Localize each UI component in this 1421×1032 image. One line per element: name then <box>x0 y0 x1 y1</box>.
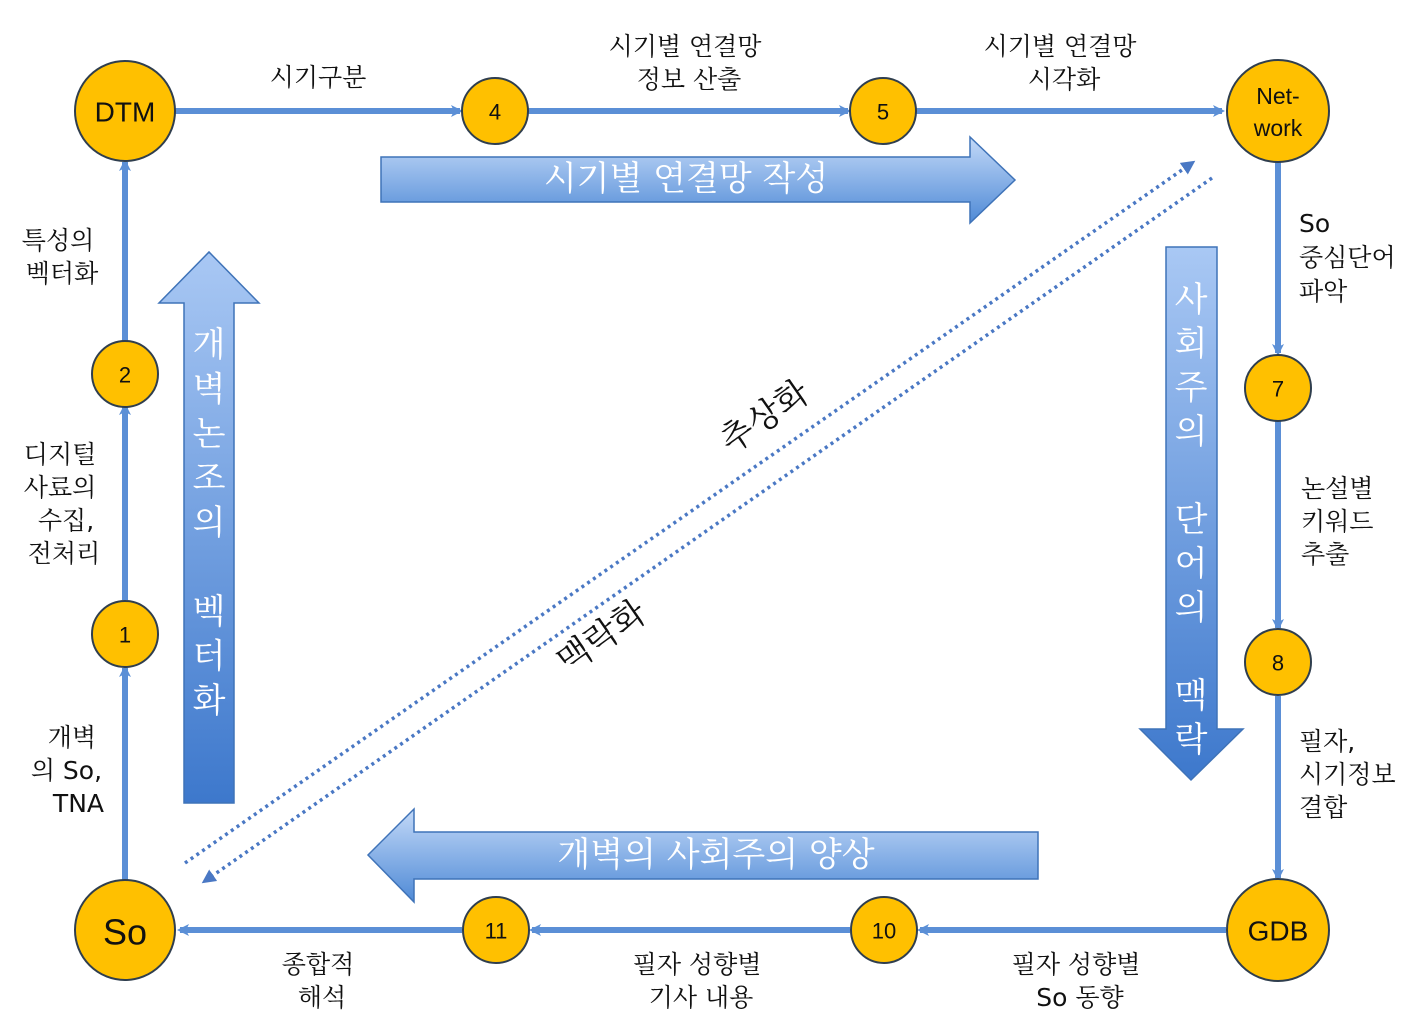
big-arrow-top <box>381 137 1015 223</box>
node-gdb-label: GDB <box>1247 915 1309 947</box>
big-arrow-left-char: 의 <box>192 503 226 543</box>
node-dtm <box>75 61 175 161</box>
big-arrow-left-up <box>159 252 259 803</box>
big-arrow-top-label: 시기별 연결망 작성 <box>543 159 829 199</box>
step-4-label: 4 <box>488 99 502 125</box>
step-8-label: 8 <box>1271 650 1285 676</box>
node-gdb <box>1227 879 1329 981</box>
big-arrow-right-char: 의 <box>1174 588 1208 628</box>
node-network <box>1227 60 1329 162</box>
big-arrow-right-down <box>1140 247 1243 780</box>
label-bottom-right: 필자 성향별 So 동향 <box>1011 950 1141 1012</box>
step-11 <box>463 897 529 963</box>
step-2-label: 2 <box>118 362 132 388</box>
diagonal-arrows <box>185 163 1212 881</box>
diagonal-label-upper: 추상화 <box>712 372 817 462</box>
big-arrow-bottom-label: 개벽의 사회주의 양상 <box>557 835 875 875</box>
big-arrow-left-char: 화 <box>192 681 226 721</box>
diagonal-arrow-up <box>185 163 1192 863</box>
connectors <box>125 111 1278 930</box>
step-1-label: 1 <box>118 622 132 648</box>
node-so <box>75 880 175 980</box>
big-arrow-right-label <box>1175 280 1208 760</box>
big-arrow-left-char: 벽 <box>192 369 226 410</box>
label-left-bottom: 개벽 의 So, TNA <box>30 723 104 818</box>
label-left-middle: 디지털 사료의 수집, 전처리 <box>23 440 101 568</box>
step-7-label: 7 <box>1271 376 1285 402</box>
step-10 <box>851 897 917 963</box>
big-arrow-left-char: 개 <box>192 325 226 365</box>
big-arrow-right-char: 의 <box>1174 412 1208 452</box>
step-1 <box>92 601 158 667</box>
big-arrow-right-char: 맥 <box>1174 676 1208 716</box>
big-arrow-left-char: 조 <box>192 458 226 499</box>
step-2 <box>92 341 158 407</box>
big-arrow-bottom <box>368 809 1038 902</box>
step-10-label: 10 <box>871 918 897 944</box>
label-left-top: 특성의 벡터화 <box>21 226 99 288</box>
node-so-label: So <box>102 911 148 953</box>
label-right-bottom: 필자, 시기정보 결합 <box>1299 727 1396 822</box>
step-5 <box>850 78 916 144</box>
label-bottom-left: 종합적 해석 <box>281 950 355 1012</box>
big-arrow-right-char: 사 <box>1174 280 1208 320</box>
step-4 <box>462 78 528 144</box>
node-network-label-line2: work <box>1253 115 1303 141</box>
big-arrow-left-label <box>193 325 226 721</box>
step-5-label: 5 <box>876 99 890 125</box>
label-right-top: So 중심단어 파악 <box>1299 209 1396 306</box>
big-arrow-left-char: 벡 <box>192 592 226 632</box>
label-top-1: 시기구분 <box>269 63 367 92</box>
big-arrow-right-char: 어 <box>1174 544 1208 584</box>
step-7 <box>1245 355 1311 421</box>
big-arrow-right-char: 락 <box>1174 720 1208 760</box>
step-11-label: 11 <box>484 918 508 944</box>
step-8 <box>1245 629 1311 695</box>
node-dtm-label: DTM <box>94 96 156 128</box>
diagonal-label-lower: 맥락화 <box>549 592 654 682</box>
big-arrow-right-char: 회 <box>1174 324 1208 364</box>
diagonal-arrow-down <box>205 178 1212 881</box>
label-top-2: 시기별 연결망 정보 산출 <box>608 32 762 94</box>
big-arrow-left-char: 논 <box>192 414 226 454</box>
big-arrow-left-char: 터 <box>192 636 226 677</box>
big-arrow-right-char: 단 <box>1174 500 1208 540</box>
label-top-3: 시기별 연결망 시각화 <box>983 32 1137 94</box>
label-right-middle: 논설별 키워드 추출 <box>1301 474 1374 569</box>
label-bottom-middle: 필자 성향별 기사 내용 <box>632 950 762 1012</box>
node-network-label-line1: Net- <box>1256 83 1300 109</box>
big-arrow-right-char: 주 <box>1174 368 1208 408</box>
